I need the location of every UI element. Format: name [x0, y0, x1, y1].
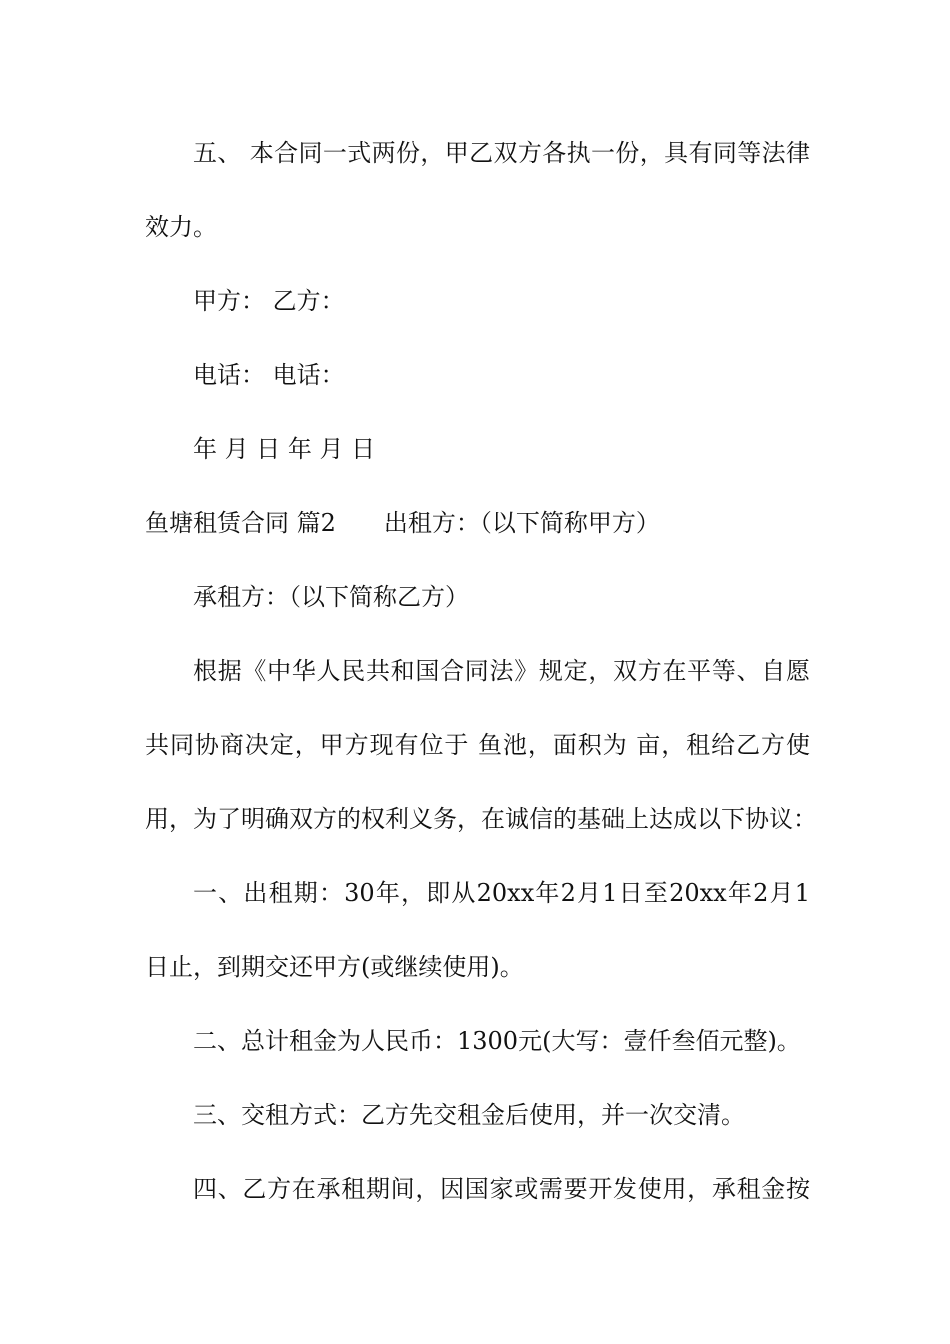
contract-2-title: 鱼塘租赁合同 篇2	[145, 509, 336, 537]
preamble-line-1: 根据《中华人民共和国合同法》规定，双方在平等、自愿	[193, 657, 810, 685]
paragraph-five-line-2: 效力。	[145, 213, 217, 241]
clause-two: 二、总计租金为人民币：1300元(大写：壹仟叁佰元整)。	[193, 1027, 801, 1055]
paragraph-five-line-1: 五、 本合同一式两份，甲乙双方各执一份，具有同等法律	[193, 139, 810, 167]
signature-parties: 甲方： 乙方：	[193, 287, 345, 315]
signature-dates: 年 月 日 年 月 日	[193, 435, 376, 463]
preamble-line-3: 用，为了明确双方的权利义务，在诚信的基础上达成以下协议：	[145, 805, 817, 833]
clause-one-line-2: 日止，到期交还甲方(或继续使用)。	[145, 953, 524, 981]
clause-one-line-1: 一、出租期：30年，即从20xx年2月1日至20xx年2月1	[193, 879, 810, 907]
preamble-line-2: 共同协商决定，甲方现有位于 鱼池，面积为 亩，租给乙方使	[145, 731, 810, 759]
clause-three: 三、交租方式：乙方先交租金后使用，并一次交清。	[193, 1101, 745, 1129]
clause-four-line-1: 四、乙方在承租期间，因国家或需要开发使用，承租金按	[193, 1175, 810, 1203]
lessor-line: 出租方：（以下简称甲方）	[383, 509, 660, 537]
signature-phones: 电话： 电话：	[193, 361, 345, 389]
lessee-line: 承租方：（以下简称乙方）	[193, 583, 469, 611]
contract-2-heading-row	[145, 507, 810, 539]
